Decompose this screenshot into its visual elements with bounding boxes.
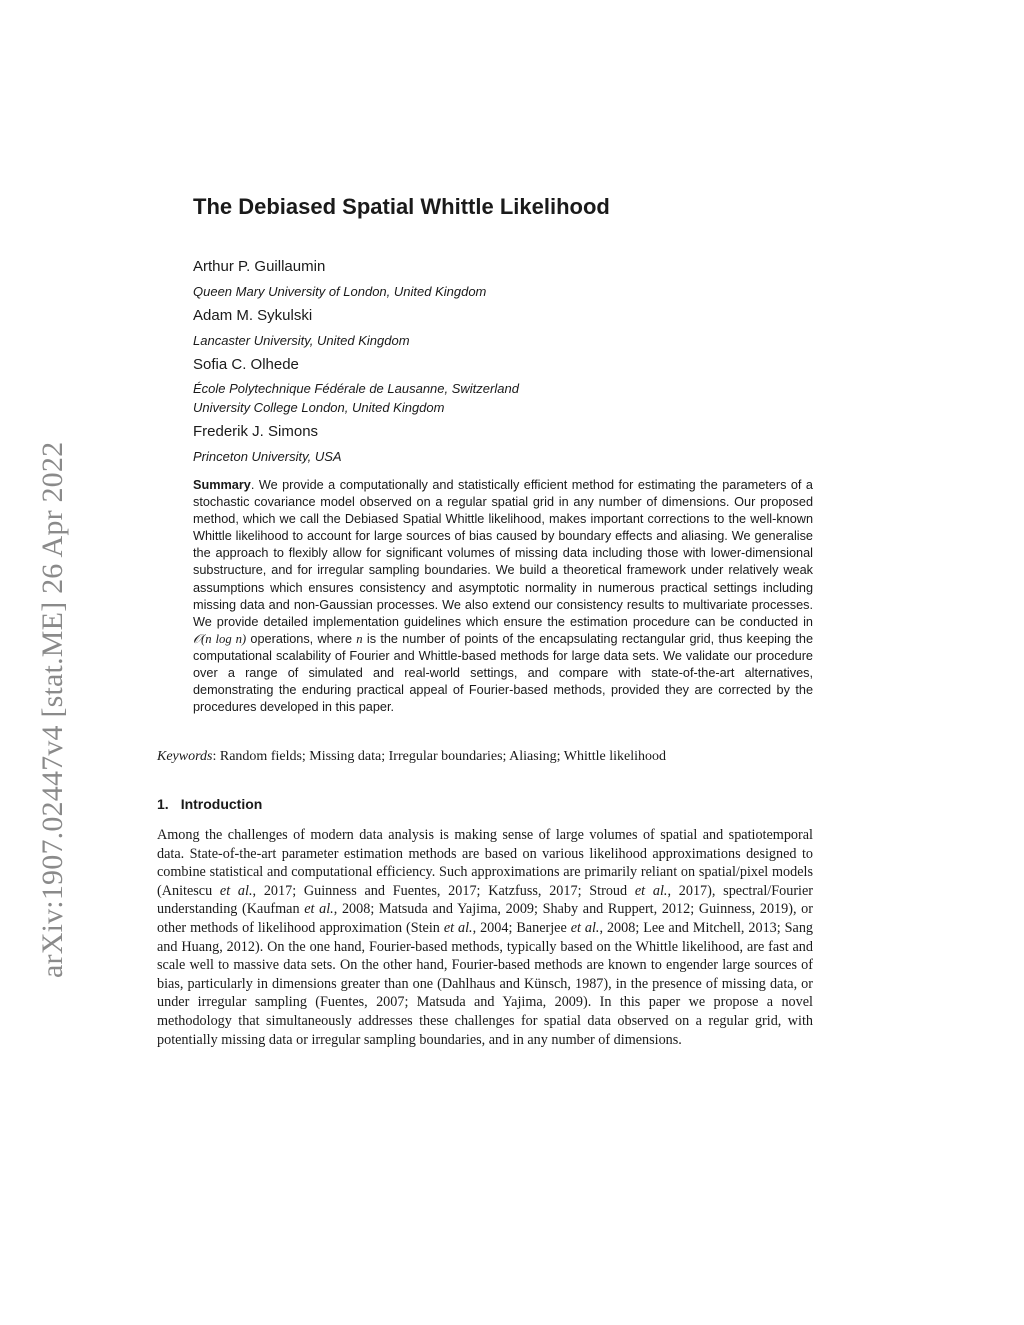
- author-name: Sofia C. Olhede: [193, 356, 299, 373]
- citation-etal: et al.: [219, 882, 253, 899]
- author-affiliation: École Polytechnique Fédérale de Lausanne, Switzerland: [193, 381, 519, 396]
- citation-etal: et al.: [443, 919, 473, 936]
- section-heading: [157, 796, 262, 812]
- intro-text: , 2004; Banerjee: [472, 919, 571, 936]
- arxiv-identifier-stamp: arXiv:1907.02447v4 [stat.ME] 26 Apr 2022: [36, 441, 69, 978]
- intro-text: , 2017), spectral/Fourier understanding (Kaufman: [157, 882, 814, 918]
- author-name: Frederik J. Simons: [193, 423, 319, 440]
- author-affiliation: Princeton University, USA: [193, 449, 342, 464]
- author-name: Arthur P. Guillaumin: [193, 258, 326, 275]
- paper-title: The Debiased Spatial Whittle Likelihood: [193, 194, 610, 219]
- section-title: Introduction: [180, 796, 263, 812]
- keywords-text: : Random fields; Missing data; Irregular boundaries; Aliasing; Whittle likelihood: [212, 749, 666, 764]
- summary-text: . We provide a computationally and statistically efficient method for estimating the parameters of a stochastic covariance model observed on a regular spatial grid in any number of dimensions. Our proposed method, which we call the Debiased Spatial Whittle likelihood, makes important corrections to the well-known Whittle likelihood to account for large sources of bias caused by boundary effects and aliasing. We generalise the approach to flexibly allow for significant volumes of missing data including those with lower-dimensional substructure, and for irregular sampling boundaries. We build a theoretical framework under relatively weak assumptions which ensures consistency and asymptotic normality in numerous practical settings including missing data and non-Gaussian processes. We also extend our consistency results to multivariate processes. We provide detailed implementation guidelines which ensure the estimation procedure can be conducted in: [193, 478, 813, 629]
- intro-paragraph: [157, 826, 813, 1049]
- keywords-line: [157, 749, 666, 765]
- intro-text: , 2008; Matsuda and Yajima, 2009; Shaby and Ruppert, 2012; Guinness, 2019), or other methods of likelihood approximation (Stein: [157, 901, 813, 936]
- author-affiliation: Lancaster University, United Kingdom: [193, 333, 410, 348]
- math-variable: n: [356, 631, 363, 646]
- intro-text: Among the challenges of modern data analysis is making sense of large volumes of spatial and spatiotemporal data. State-of-the-art parameter estimation methods are based on various likelihood approximations designed to combine statistical and computational efficiency. Such approximations are primarily reliant on spatial/pixel models (Anitescu: [157, 827, 813, 899]
- abstract-summary: [193, 477, 813, 716]
- summary-text: operations, where: [246, 631, 357, 646]
- author-name: Adam M. Sykulski: [193, 307, 313, 324]
- author-affiliation: University College London, United Kingdom: [193, 400, 445, 415]
- summary-label: Summary: [193, 478, 251, 492]
- citation-etal: et al.: [570, 919, 600, 936]
- section-number: 1.: [157, 796, 169, 812]
- complexity-formula: 𝒪(n log n): [193, 631, 247, 646]
- keywords-label: Keywords: [157, 749, 213, 764]
- summary-text: is the number of points of the encapsulating rectangular grid, thus keeping the computational scalability of Fourier and Whittle-based methods for large data sets. We validate our procedure over a range of simulated and real-world settings, and compare with state-of-the-art alternatives, demonstrating the enduring practical appeal of Fourier-based methods, provided they are corrected by the procedures developed in this paper.: [193, 631, 814, 715]
- citation-etal: et al.: [304, 901, 334, 918]
- intro-text: , 2017; Guinness and Fuentes, 2017; Katzfuss, 2017; Stroud: [252, 882, 635, 899]
- citation-etal: et al.: [634, 882, 668, 899]
- author-affiliation: Queen Mary University of London, United Kingdom: [193, 284, 487, 299]
- intro-text: , 2008; Lee and Mitchell, 2013; Sang and Huang, 2012). On the one hand, Fourier-based methods, typically based on the Whittle likelihood, are fast and scale well to massive data sets. On the other hand, Fourier-based methods are known to engender large sources of bias, particularly in dimensions greater than one (Dahlhaus and Künsch, 1987), in the presence of missing data, or under irregular sampling (Fuentes, 2007; Matsuda and Yajima, 2009). In this paper we propose a novel methodology that simultaneously addresses these challenges for spatial data observed on a regular grid, with potentially missing data or irregular sampling boundaries, and in any number of dimensions.: [157, 919, 814, 1048]
